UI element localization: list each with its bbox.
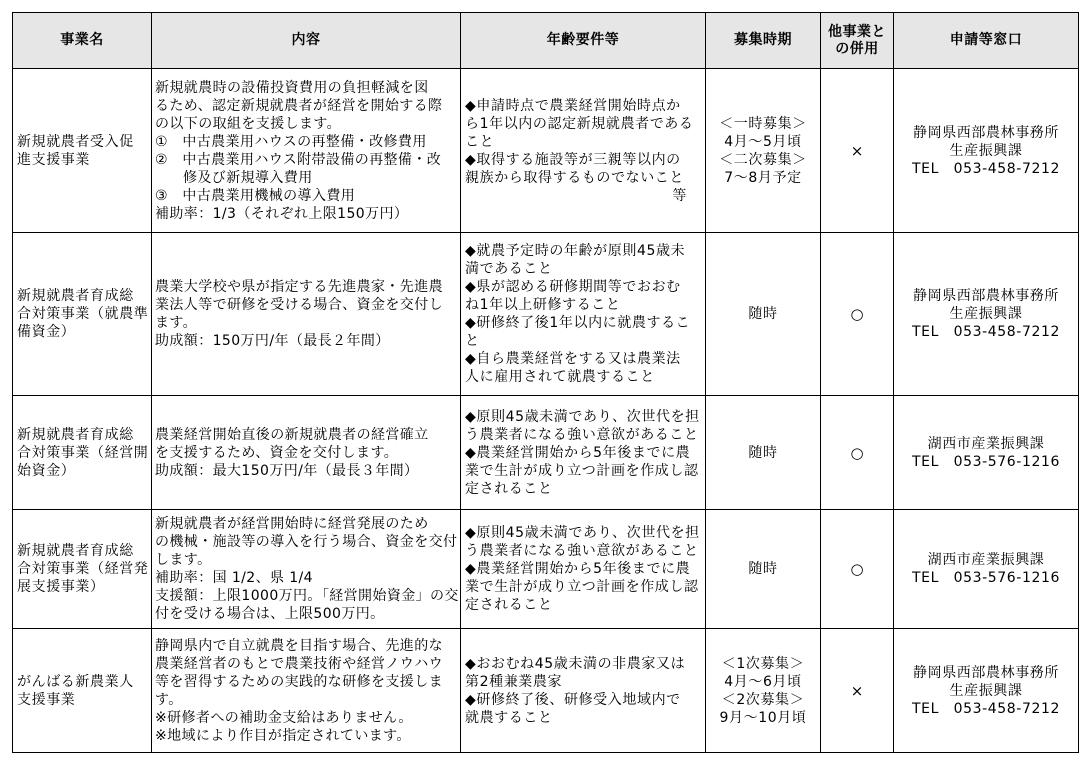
- contact-line: 湖西市産業振興課: [927, 435, 1045, 452]
- header-row: [13, 13, 1079, 69]
- combined-use-mark: ○: [850, 443, 864, 462]
- period-cell: [706, 629, 821, 753]
- header-combined-use-line: の併用: [835, 40, 879, 57]
- content-line: ① 中古農業用ハウスの再整備・改修費用: [155, 133, 427, 150]
- content-line: 農業経営者のもとで農業技術や経営ノウハウ: [155, 655, 443, 672]
- content-cell: [152, 69, 461, 233]
- requirement-line: と: [465, 333, 480, 349]
- contact-cell: [894, 629, 1079, 753]
- header-requirements: 年齢要件等: [461, 13, 706, 69]
- requirement-line: 就農すること: [465, 709, 553, 726]
- period-line: 9月～10月頃: [719, 709, 807, 726]
- content-line: ② 中古農業用ハウス附帯設備の再整備・改: [155, 151, 442, 168]
- business-name-line: 合対策事業（経営発: [17, 561, 149, 577]
- requirement-line: 業で生計が成り立つ計画を作成し認: [465, 462, 699, 479]
- header-business-name: 事業名: [13, 13, 152, 69]
- period-line: ＜2次募集＞: [721, 691, 805, 708]
- content-line: 農業大学校や県が指定する先進農家・先進農: [155, 279, 443, 295]
- combined-use-cell: [821, 69, 894, 233]
- table-row: [13, 510, 1079, 629]
- requirement-line: 定されること: [465, 597, 553, 613]
- content-line: 修及び新規導入費用: [183, 169, 313, 186]
- period-line: ＜二次募集＞: [719, 151, 807, 168]
- contact-cell: [894, 233, 1079, 396]
- content-line: 助成額：150万円/年（最長２年間）: [155, 333, 390, 349]
- content-line: 補助率：国 1/2、県 1/4: [155, 570, 313, 586]
- requirement-line: う農業者になる強い意欲があること: [465, 543, 699, 559]
- contact-line: 生産振興課: [949, 306, 1023, 322]
- content-line: の以下の取組を支援します。: [155, 115, 342, 132]
- content-line: す。: [155, 691, 183, 708]
- requirement-line: 等: [672, 187, 687, 204]
- contact-line: 静岡県西部農林事務所: [913, 288, 1059, 304]
- combined-use-cell: [821, 396, 894, 510]
- content-line: 農業経営開始直後の新規就農者の経営確立: [155, 426, 429, 443]
- combined-use-mark: ×: [850, 141, 864, 160]
- requirement-line: ◆農業経営開始から5年後までに農: [465, 561, 691, 577]
- content-line: ※地域により作目が指定されています。: [155, 727, 411, 744]
- content-cell: [152, 510, 461, 629]
- program-table: [12, 12, 1079, 753]
- business-name-line: 新規就農者育成総: [17, 288, 134, 304]
- table-row: [13, 69, 1079, 233]
- period-line: 随時: [748, 306, 778, 322]
- requirement-line: ◆自ら農業経営をする又は農業法: [465, 351, 681, 367]
- table-row: [13, 629, 1079, 753]
- business-name-line: 展支援事業）: [17, 579, 105, 595]
- contact-cell: [894, 396, 1079, 510]
- business-name-cell: [13, 629, 152, 753]
- content-cell: [152, 233, 461, 396]
- requirements-cell: [461, 510, 706, 629]
- combined-use-mark: ×: [850, 681, 864, 700]
- content-line: るため、認定新規就農者が経営を開始する際: [155, 97, 443, 114]
- content-line: 新規就農者が経営開始時に経営発展のため: [155, 516, 429, 532]
- requirements-cell: [461, 629, 706, 753]
- requirement-line: 業で生計が成り立つ計画を作成し認: [465, 579, 699, 595]
- business-name-cell: [13, 510, 152, 629]
- combined-use-mark: ○: [850, 560, 864, 578]
- business-name-line: 始資金）: [17, 462, 76, 479]
- business-name-line: 進支援事業: [17, 151, 90, 168]
- requirement-line: 人に雇用されて就農すること: [465, 369, 655, 385]
- content-line: 付を受ける場合は、上限500万円。: [155, 606, 385, 622]
- combined-use-cell: [821, 510, 894, 629]
- contact-line: 湖西市産業振興課: [927, 552, 1045, 568]
- content-cell: [152, 629, 461, 753]
- requirements-cell: [461, 233, 706, 396]
- business-name-line: 新規就農者育成総: [17, 426, 134, 443]
- requirement-line: 満であること: [465, 261, 553, 277]
- contact-line: 生産振興課: [949, 142, 1023, 159]
- requirement-line: ◆おおむね45歳未満の非農家又は: [465, 655, 686, 672]
- period-line: ＜一時募集＞: [719, 115, 807, 132]
- content-line: 支援額：上限1000万円。「経営開始資金」の交: [155, 588, 459, 604]
- header-period: 募集時期: [706, 13, 821, 69]
- business-name-line: がんばる新農業人: [17, 673, 134, 690]
- requirement-line: こと: [465, 133, 495, 150]
- content-line: の機械・施設等の導入を行う場合、資金を交付: [155, 534, 458, 550]
- combined-use-cell: [821, 233, 894, 396]
- table-row: [13, 396, 1079, 510]
- period-line: ＜1次募集＞: [721, 655, 805, 672]
- requirement-line: う農業者になる強い意欲があること: [465, 426, 699, 443]
- requirement-line: ◆就農予定時の年齢が原則45歳未: [465, 243, 686, 259]
- requirement-line: ◆原則45歳未満であり、次世代を担: [465, 525, 700, 541]
- requirement-line: ◆取得する施設等が三親等以内の: [465, 151, 681, 168]
- content-line: 助成額：最大150万円/年（最長３年間）: [155, 462, 419, 479]
- header-combined-use-line: 他事業と: [828, 23, 886, 40]
- content-line: ③ 中古農業用機械の導入費用: [155, 187, 356, 204]
- contact-line: TEL 053-576-1216: [912, 570, 1060, 586]
- requirements-cell: [461, 396, 706, 510]
- content-line: ※研修者への補助金支給はありません。: [155, 709, 413, 726]
- contact-line: TEL 053-576-1216: [912, 453, 1060, 470]
- contact-line: 静岡県西部農林事務所: [913, 124, 1059, 141]
- business-name-cell: [13, 233, 152, 396]
- business-name-cell: [13, 69, 152, 233]
- period-cell: [706, 510, 821, 629]
- table-row: [13, 233, 1079, 396]
- header-content: 内容: [152, 13, 461, 69]
- business-name-line: 合対策事業（経営開: [17, 444, 149, 461]
- period-line: 随時: [748, 444, 778, 461]
- requirements-cell: [461, 69, 706, 233]
- business-name-line: 新規就農者受入促: [17, 133, 134, 150]
- requirement-line: ◆原則45歳未満であり、次世代を担: [465, 408, 700, 425]
- period-line: 7～8月予定: [724, 169, 802, 186]
- content-line: 補助率：1/3（それぞれ上限150万円）: [155, 205, 409, 222]
- requirement-line: ◆研修終了後、研修受入地域内で: [465, 691, 681, 708]
- business-name-line: 備資金）: [17, 324, 76, 340]
- business-name-cell: [13, 396, 152, 510]
- content-line: 静岡県内で自立就農を目指す場合、先進的な: [155, 637, 443, 654]
- content-line: 業法人等で研修を受ける場合、資金を交付し: [155, 297, 443, 313]
- business-name-line: 支援事業: [17, 691, 76, 708]
- period-line: 4月～6月頃: [724, 673, 802, 690]
- period-cell: [706, 396, 821, 510]
- requirement-line: 第2種兼業農家: [465, 673, 563, 690]
- period-line: 随時: [748, 561, 778, 577]
- page: [12, 12, 1078, 753]
- requirement-line: 親族から取得するものでないこと: [465, 169, 684, 186]
- content-line: を支援するため、資金を交付します。: [155, 444, 399, 461]
- period-cell: [706, 233, 821, 396]
- requirement-line: ら1年以内の認定新規就農者である: [465, 115, 694, 132]
- period-cell: [706, 69, 821, 233]
- header-combined-use: [821, 13, 894, 69]
- header-contact: 申請等窓口: [894, 13, 1079, 69]
- content-line: します。: [155, 552, 212, 568]
- contact-cell: [894, 69, 1079, 233]
- requirement-line: 定されること: [465, 480, 553, 497]
- contact-line: 生産振興課: [949, 682, 1023, 699]
- content-cell: [152, 396, 461, 510]
- content-line: 新規就農時の設備投資費用の負担軽減を図: [155, 79, 429, 96]
- business-name-line: 合対策事業（就農準: [17, 306, 149, 322]
- business-name-line: 新規就農者育成総: [17, 543, 134, 559]
- combined-use-mark: ○: [850, 305, 864, 323]
- contact-line: 静岡県西部農林事務所: [913, 664, 1059, 681]
- combined-use-cell: [821, 629, 894, 753]
- contact-cell: [894, 510, 1079, 629]
- contact-line: TEL 053-458-7212: [912, 160, 1060, 177]
- requirement-line: ◆農業経営開始から5年後までに農: [465, 444, 691, 461]
- requirement-line: ◆県が認める研修期間等でおおむ: [465, 279, 681, 295]
- content-line: ます。: [155, 315, 198, 331]
- requirement-line: ◆研修終了後1年以内に就農するこ: [465, 315, 691, 331]
- contact-line: TEL 053-458-7212: [912, 700, 1060, 717]
- content-line: 等を習得するための実践的な研修を支援しま: [155, 673, 443, 690]
- contact-line: TEL 053-458-7212: [912, 324, 1060, 340]
- requirement-line: ね1年以上研修すること: [465, 297, 621, 313]
- period-line: 4月～5月頃: [724, 133, 802, 150]
- requirement-line: ◆申請時点で農業経営開始時点か: [465, 97, 681, 114]
